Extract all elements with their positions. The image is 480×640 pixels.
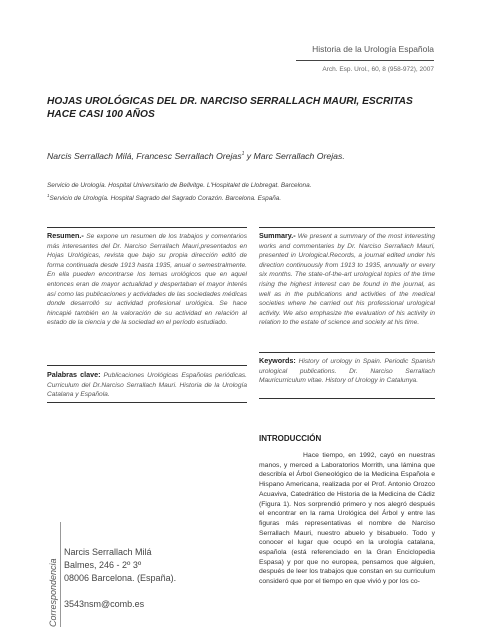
introduccion-text: Hace tiempo, en 1992, cayó en nuestras manos, y merced a Laboratorios Morrith, una lámina que describía el Árbol Geneológico de la Medicina Española e Hispano Americana, realizada por el Prof. Antonio Orozco Acuaviva, Catedrático de Historia de la Medicina de Cádiz (Figura 1). Nos sorprendió primero y nos alegró después el encontrar en la rama Urológica del Árbol y entre las figuras más representativas el nombre de Narciso Serrallach Mauri, nuestro abuelo y bisabuelo. Todo y conocer el lugar que ocupó en la urología catalana, española (está referenciado en la Gran Enciclopedia Espasa) y por que no europea, pensamos que alguien, después de leer los trabajos que constan en su curriculum consideró que por el tiempo en que vivió y por los co- xyxy=(259,452,435,586)
resumen-text: Se expone un resumen de los trabajos y comentarios más interesantes del Dr. Narciso Serrallach Mauri,presentados en Hojas Urológicas, revista que bajo su propia dirección editó de forma continuada desde 1913 hasta 1935, anual o semestralmente. En ella pueden encontrarse los temas urológicos que en aquel entonces eran de mayor actualidad y despertaban el mayor interés así como las publicaciones y actividades de las sociedades médicas donde desarrolló su actividad profesional urológica. Se hace hincapié también en la valoración de su actividad en relación al estado de la ciencia y de la sociedad en el período estudiado. xyxy=(47,233,247,327)
correspondencia-address xyxy=(64,546,176,585)
correspondencia-city: 08006 Barcelona. (España). xyxy=(64,573,177,583)
affiliation xyxy=(47,181,447,203)
resumen-rule xyxy=(47,227,247,228)
header-rule xyxy=(296,60,434,61)
correspondencia-name: Narcis Serrallach Milá xyxy=(64,547,152,557)
summary-block xyxy=(259,231,435,328)
correspondencia-sidebar xyxy=(47,522,60,627)
palabras-rule xyxy=(47,365,247,366)
resumen-block xyxy=(47,231,247,328)
correspondencia-separator xyxy=(60,522,61,627)
affiliation-line-1: Servicio de Urología. Hospital Universitario de Bellvitge. L'Hospitalet de Llobregat. Barcelona. xyxy=(47,182,312,189)
authors-part-1: Narcis Serrallach Milá, Francesc Serrallach Orejas xyxy=(47,151,242,161)
correspondencia-email[interactable]: 3543nsm@comb.es xyxy=(64,599,145,609)
article-title: HOJAS UROLÓGICAS DEL DR. NARCISO SERRALLACH MAURI, ESCRITAS HACE CASI 100 AÑOS xyxy=(47,96,413,120)
authors xyxy=(47,151,447,161)
summary-rule xyxy=(259,227,435,228)
affiliation-line-2 xyxy=(47,191,447,204)
journal-section-title: Historia de la Urología Española xyxy=(312,44,434,54)
affiliation-sup: 1 xyxy=(47,192,50,198)
affiliation-line-2-text: Servicio de Urología. Hospital Sagrado del Sagrado Corazón. Barcelona. España. xyxy=(49,194,282,202)
authors-sup: 1 xyxy=(241,151,245,158)
keywords-bottom-rule xyxy=(259,398,435,399)
keywords-rule xyxy=(259,352,435,353)
correspondencia-street: Balmes, 246 - 2º 3º xyxy=(64,560,142,570)
palabras-text: Publicaciones Urológicas Españolas periódicas. Curriculum del Dr.Narciso Serrallach Mauri. Historia de la Urología Catalana y Española. xyxy=(47,372,247,399)
palabras-block xyxy=(47,370,247,400)
introduccion-heading: INTRODUCCIÓN xyxy=(259,434,322,443)
keywords-block xyxy=(259,356,435,386)
citation: Arch. Esp. Urol., 60, 8 (958-972), 2007 xyxy=(322,66,434,73)
keywords-text: History of urology in Spain. Periodic Spanish urological publications. Dr. Narciso Serrallach Mauricurriculum vitae. History of Urology in Catalunya. xyxy=(259,358,435,385)
resumen-label: Resumen.- xyxy=(47,231,84,240)
summary-text: We present a summary of the most interesting works and commentaries by Dr. Narciso Serrallach Mauri, presented in Urological.Records, a journal edited under his direction continuously from 1913 to 1935, annually or every six months. The state-of-the-art urological topics of the time rising the highest interest can be found in the journal, as well as in the publications and activities of the medical societies where he carried out his professional urological activity. We also emphasize the evaluation of his activity in relation to the estate of science and society at his time. xyxy=(259,233,435,327)
summary-label: Summary.- xyxy=(259,231,296,240)
palabras-label: Palabras clave: xyxy=(47,370,101,379)
authors-part-2: y Marc Serrallach Orejas. xyxy=(244,151,345,161)
palabras-bottom-rule xyxy=(47,402,247,403)
correspondencia-label: Correspondencia xyxy=(48,558,58,627)
keywords-label: Keywords: xyxy=(259,356,296,365)
